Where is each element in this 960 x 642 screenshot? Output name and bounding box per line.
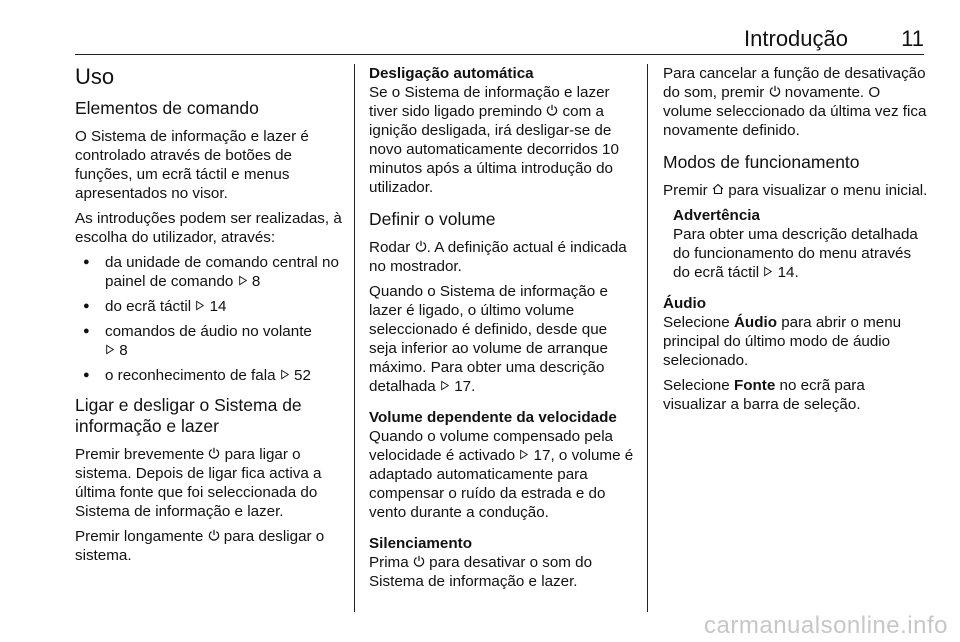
paragraph: Premir longamente para desligar o sistema. xyxy=(75,528,325,564)
power-icon xyxy=(208,529,220,541)
page-ref[interactable]: 14 xyxy=(209,298,227,315)
paragraph: Rodar . A definição actual é indicada no mostrador. xyxy=(369,239,627,275)
page-ref[interactable]: 8 xyxy=(251,273,261,290)
page-reference-icon xyxy=(763,266,773,277)
page-ref[interactable]: 14. xyxy=(777,264,799,281)
section-mute xyxy=(369,534,637,591)
paragraph: Selecione Áudio para abrir o menu principal do último modo de áudio selecionado. xyxy=(663,314,902,369)
paragraph: As introduções podem ser realizadas, à escolha do utilizador, através: xyxy=(75,210,342,246)
page-ref[interactable]: 17. xyxy=(454,378,476,395)
power-icon xyxy=(415,240,427,252)
notice-box xyxy=(663,206,929,282)
list-item: ● do ecrã táctil 14 xyxy=(75,297,343,316)
page-ref[interactable]: 17, xyxy=(533,447,555,464)
list-item: ● da unidade de comando central no painel de comando 8 xyxy=(75,253,343,291)
notice-text: Para obter uma descrição detalhada do funcionamento do menu através do ecrã táctil 14. xyxy=(673,226,918,281)
page-number: 11 xyxy=(901,26,924,51)
column-3 xyxy=(663,64,929,420)
paragraph: Premir para visualizar o menu inicial. xyxy=(663,182,928,199)
power-icon xyxy=(546,104,558,116)
paragraph: Premir brevemente para ligar o sistema. Depois de ligar fica activa a última fonte que foi seleccionada do Sistema de informação e lazer. xyxy=(75,446,322,520)
subheading: Volume dependente da velocidade xyxy=(369,409,617,426)
home-icon xyxy=(712,183,724,195)
page-reference-icon xyxy=(280,369,290,380)
list-item: ● comandos de áudio no volante 8 xyxy=(75,322,343,360)
list-item: ● o reconhecimento de fala 52 xyxy=(75,366,343,385)
subheading: Desligação automática xyxy=(369,65,534,82)
section-heading-power: Ligar e desligar o Sistema de informação e lazer xyxy=(75,395,302,436)
page-ref[interactable]: 8 xyxy=(119,342,128,359)
page-header xyxy=(0,26,960,56)
subheading: Silenciamento xyxy=(369,535,472,552)
section-heading-controls: Elementos de comando xyxy=(75,98,259,118)
page-reference-icon xyxy=(440,380,450,391)
page-reference-icon xyxy=(105,344,115,355)
column-2 xyxy=(369,64,637,603)
header-rule xyxy=(75,54,924,55)
paragraph: Para cancelar a função de desativação do som, premir novamente. O volume seleccionado da última vez fica novamente definido. xyxy=(663,65,927,139)
subheading: Áudio xyxy=(663,295,707,312)
input-methods-list xyxy=(75,253,343,385)
section-heading-modes: Modos de funcionamento xyxy=(663,152,860,172)
power-icon xyxy=(413,555,425,567)
page-title: Introdução xyxy=(744,26,848,51)
paragraph: O Sistema de informação e lazer é controlado através de botões de funções, um ecrã táctil e menus apresentados no visor. xyxy=(75,128,309,202)
page-reference-icon xyxy=(519,449,529,460)
chapter-heading: Uso xyxy=(75,64,115,89)
paragraph: Se o Sistema de informação e lazer tiver sido ligado premindo com a ignição desligada, irá desligar-se de novo automaticamente decorridos 10 minutos após a última introdução do utilizador. xyxy=(369,84,619,196)
paragraph: Quando o volume compensado pela velocidade é activado 17, o volume é adaptado automaticamente para compensar o ruído da estrada e do vento durante a condução. xyxy=(369,428,634,521)
power-icon xyxy=(769,85,781,97)
column-divider xyxy=(647,64,648,612)
section-auto-off xyxy=(369,64,637,197)
paragraph: Prima para desativar o som do Sistema de informação e lazer. xyxy=(369,554,593,590)
paragraph: Quando o Sistema de informação e lazer é ligado, o último volume seleccionado é definido, desde que seja inferior ao volume de arranque máximo. Para obter uma descrição detalhada 17. xyxy=(369,283,608,395)
notice-heading: Advertência xyxy=(673,207,760,224)
section-speed-volume xyxy=(369,408,637,522)
page-reference-icon xyxy=(195,300,205,311)
column-divider xyxy=(354,64,355,612)
watermark: carmanualsonline.info xyxy=(704,612,948,639)
paragraph: Selecione Fonte no ecrã para visualizar a barra de seleção. xyxy=(663,377,865,413)
power-icon xyxy=(208,447,220,459)
section-heading-volume: Definir o volume xyxy=(369,209,496,229)
column-1 xyxy=(75,64,343,571)
page-reference-icon xyxy=(238,275,248,286)
page-ref[interactable]: 52 xyxy=(294,367,311,384)
